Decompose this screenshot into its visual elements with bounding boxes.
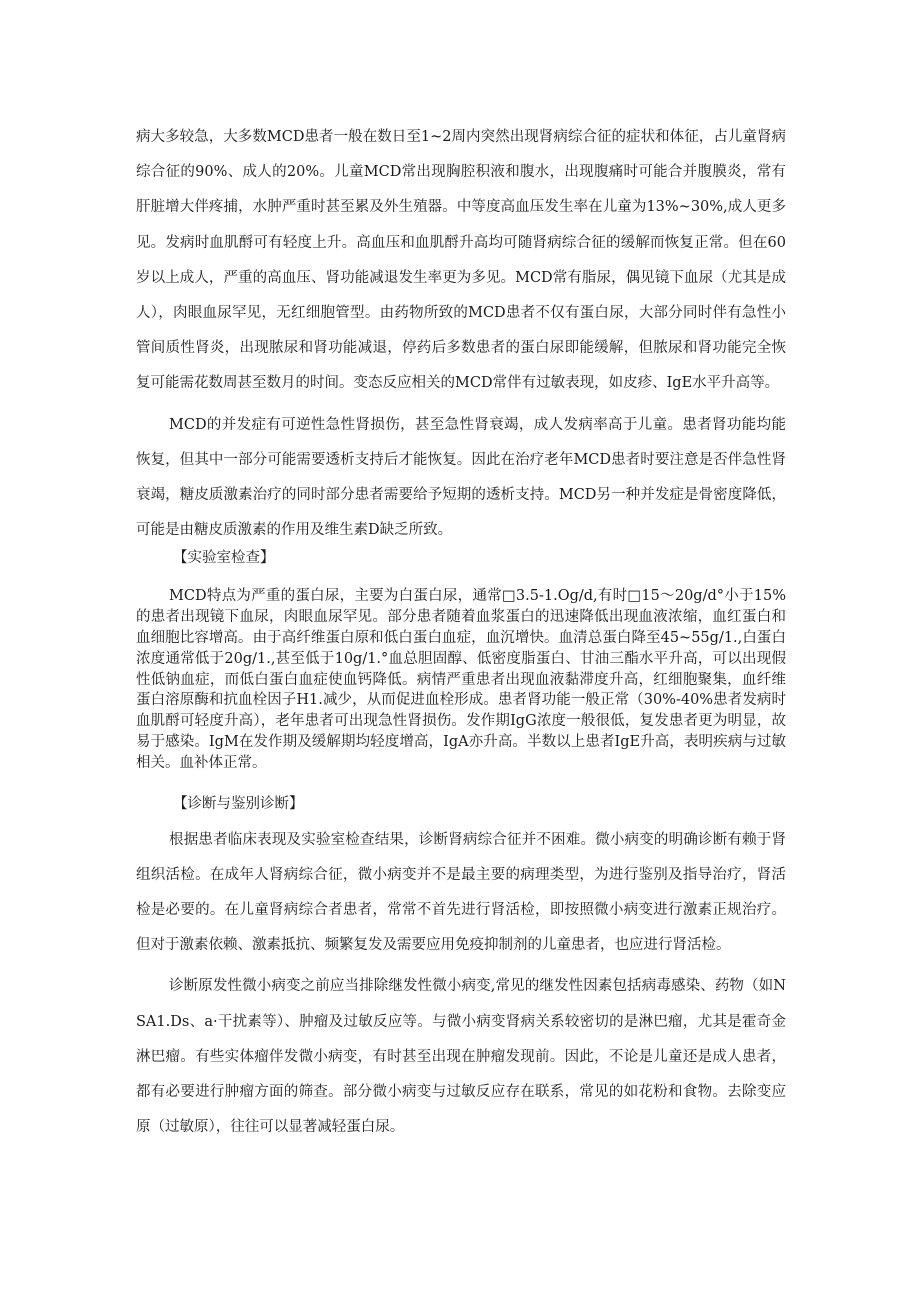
paragraph-complications: MCD的并发症有可逆性急性肾损伤，甚至急性肾衰竭，成人发病率高于儿童。患者肾功能均能恢复，但其中一部分可能需要透析支持后才能恢复。因此在治疗老年MCD患者时要注意是否伴急性肾衰竭，糖皮质激素治疗的同时部分患者需要给予短期的透析支持。MCD另一种并发症是骨密度降低，可能是由糖皮质激素的作用及维生素D缺乏所致。 (136, 416, 786, 539)
paragraph-differential-diagnosis: 诊断原发性微小病变之前应当排除继发性微小病变,常见的继发性因素包括病毒感染、药物（如NSA1.Ds、a·干扰素等）、肿瘤及过敏反应等。与微小病变肾病关系较密切的是淋巴瘤，尤其是霍奇金淋巴瘤。有些实体瘤伴发微小病变，有时甚至出现在肿瘤发现前。因此，不论是儿童还是成人患者，都有必要进行肿瘤方面的筛查。部分微小病变与过敏反应存在联系，常见的如花粉和食物。去除变应原（过敏原），往往可以显著减轻蛋白尿。 (136, 978, 786, 1136)
section-heading-lab-tests: 【实验室检查】 (173, 550, 275, 567)
section-heading-diagnosis: 【诊断与鉴别诊断】 (173, 795, 304, 812)
document-page (136, 118, 786, 1145)
paragraph-diagnosis: 根据患者临床表现及实验室检查结果，诊断肾病综合征并不困难。微小病变的明确诊断有赖于肾组织活检。在成年人肾病综合征，微小病变并不是最主要的病理类型，为进行鉴别及指导治疗，肾活检是必要的。在儿童肾病综合者患者，常常不首先进行肾活检，即按照微小病变进行激素正规治疗。但对于激素依赖、激素抵抗、频繁复发及需要应用免疫抑制剂的儿童患者，也应进行肾活检。 (136, 831, 786, 954)
paragraph-lab-tests: MCD特点为严重的蛋白尿，主要为白蛋白尿，通常□3.5-1.Og/d,有时□15～20g/d°小于15%的患者出现镜下血尿，肉眼血尿罕见。部分患者随着血浆蛋白的迅速降低出现血液浓缩，血红蛋白和血细胞比容增高。由于高纤维蛋白原和低白蛋白血症，血沉增快。血清总蛋白降至45~55g/1.,白蛋白浓度通常低于20g/1.,甚至低于10g/1.°血总胆固醇、低密度脂蛋白、甘油三酯水平升高，可以出现假性低钠血症，而低白蛋白血症使血钙降低。病情严重患者出现血液黏滞度升高，红细胞聚集，血纤维蛋白溶原酶和抗血栓因子H1.减少，从而促进血栓形成。患者肾功能一般正常（30%-40%患者发病时血肌酹可轻度升高），老年患者可出现急性肾损伤。发作期IgG浓度一般很低，复发患者更为明显，故易于感染。IgM在发作期及缓解期均轻度增高，IgA亦升高。半数以上患者IgE升高，表明疾病与过敏相关。血补体正常。 (136, 588, 786, 771)
paragraph-clinical-features: 病大多较急，大多数MCD患者一般在数日至1~2周内突然出现肾病综合征的症状和体征，占儿童肾病综合征的90%、成人的20%。儿童MCD常出现胸腔积液和腹水，出现腹痛时可能合并腹膜炎，常有肝脏增大伴疼捕，水肿严重时甚至累及外生殖器。中等度高血压发生率在儿童为13%~30%,成人更多见。发病时血肌酹可有轻度上升。高血压和血肌酹升高均可随肾病综合征的缓解而恢复正常。但在60岁以上成人，严重的高血压、肾功能减退发生率更为多见。MCD常有脂尿，偶见镜下血尿（尤其是成人），肉眼血尿罕见，无红细胞管型。由药物所致的MCD患者不仅有蛋白尿，大部分同时伴有急性小管间质性肾炎，出现脓尿和肾功能减退，停药后多数患者的蛋白尿即能缓解，但脓尿和肾功能完全恢复可能需花数周甚至数月的时间。变态反应相关的MCD常伴有过敏表现，如皮疹、IgE水平升高等。 (136, 129, 786, 392)
